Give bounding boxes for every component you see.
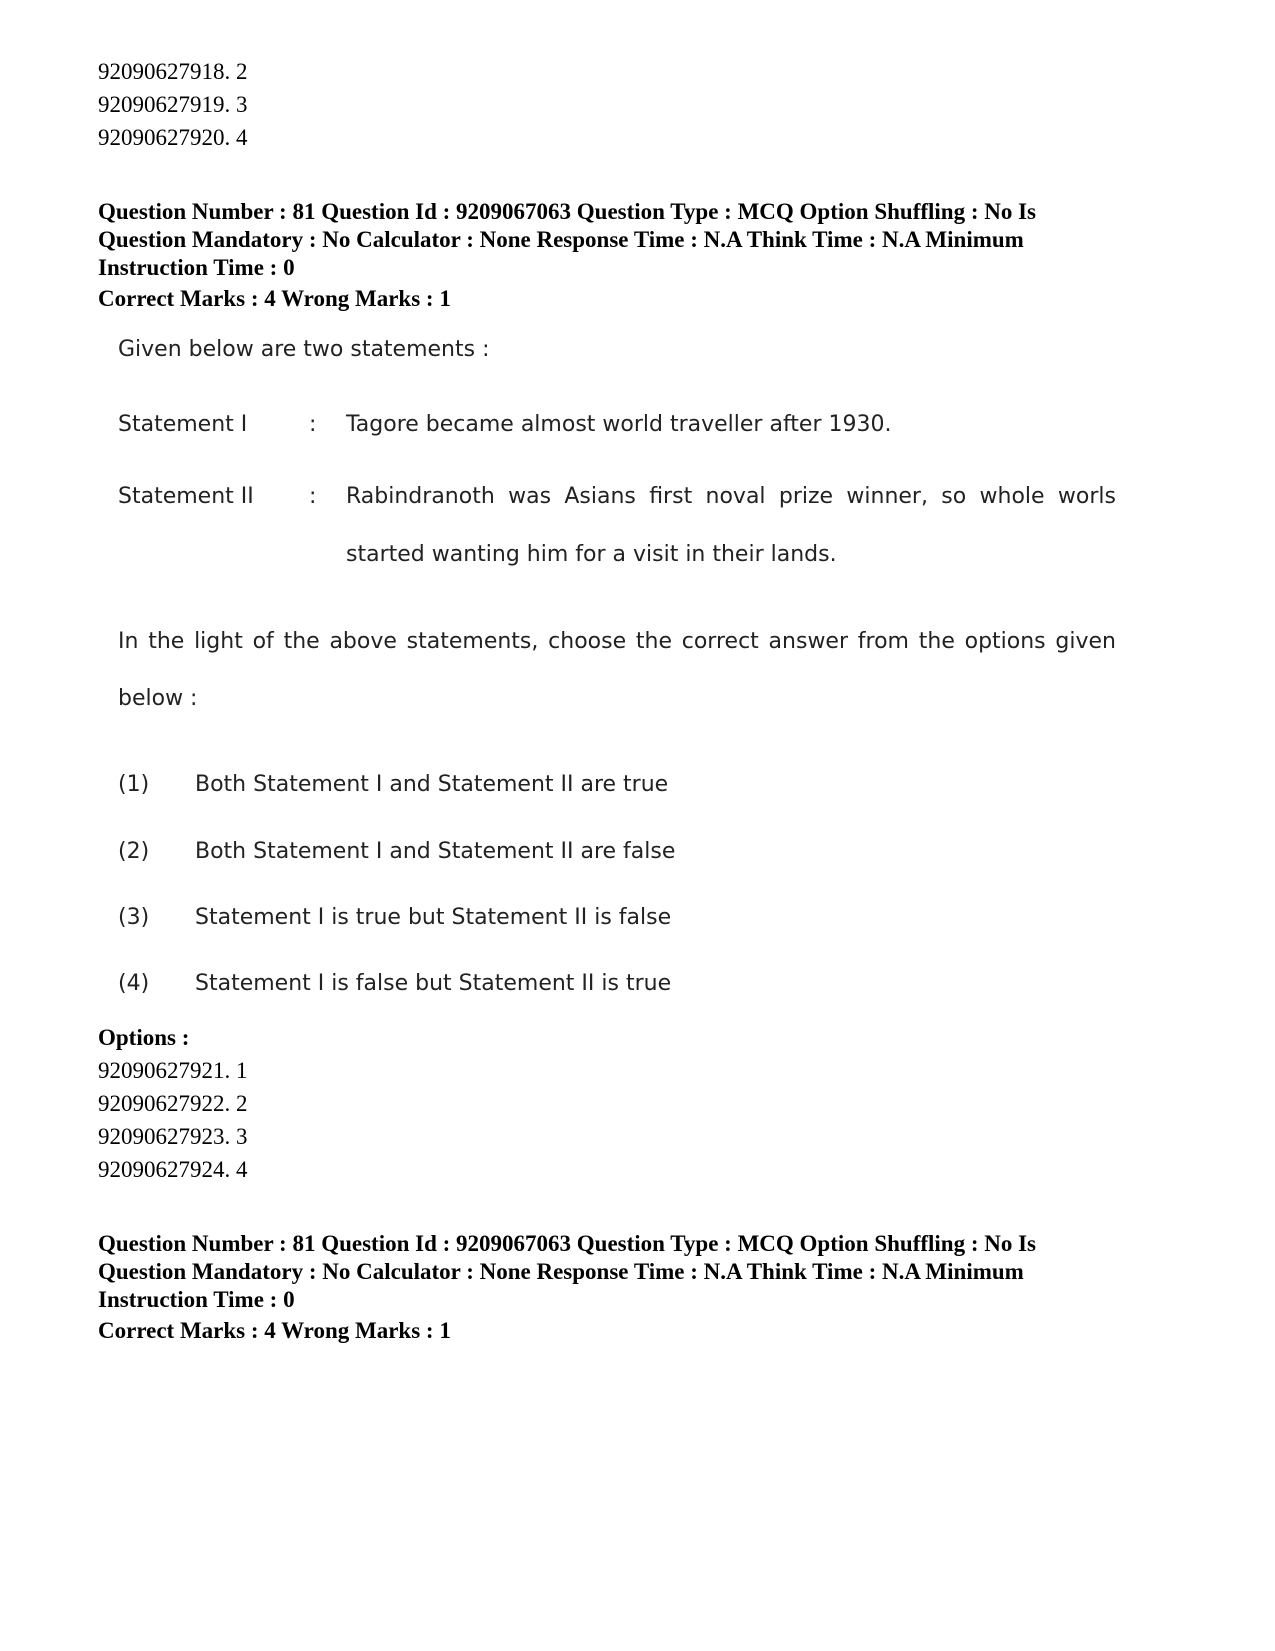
prev-option-2: 92090627919. 3 xyxy=(98,92,248,117)
option-1: 92090627921. 1 xyxy=(98,1058,248,1083)
next-question-marks: Correct Marks : 4 Wrong Marks : 1 xyxy=(98,1318,451,1343)
question-intro: Given below are two statements : xyxy=(118,337,490,362)
prev-option-1: 92090627918. 2 xyxy=(98,59,248,84)
statement1-label: Statement I xyxy=(118,412,248,437)
choice-1-number: (1) xyxy=(118,772,150,797)
question-marks: Correct Marks : 4 Wrong Marks : 1 xyxy=(98,286,451,311)
question-header xyxy=(98,198,1118,282)
instruction-line1: In the light of the above statements, choose the correct answer from the options given xyxy=(118,629,1116,654)
next-question-header-line2: Question Mandatory : No Calculator : None Response Time : N.A Think Time : N.A Minimum xyxy=(98,1259,1024,1284)
choice-4-text: Statement I is false but Statement II is true xyxy=(195,971,672,996)
choice-3-text: Statement I is true but Statement II is false xyxy=(195,905,672,930)
prev-option-3: 92090627920. 4 xyxy=(98,125,248,150)
statement2-label: Statement II xyxy=(118,484,254,509)
statement1-colon: : xyxy=(309,412,317,437)
statement2-text-line2: started wanting him for a visit in their lands. xyxy=(346,542,837,567)
question-header-line1: Question Number : 81 Question Id : 9209067063 Question Type : MCQ Option Shuffling : No Is xyxy=(98,199,1037,224)
instruction-line2: below : xyxy=(118,686,198,711)
statement2-colon: : xyxy=(309,484,317,509)
choice-3-number: (3) xyxy=(118,905,150,930)
next-question-header xyxy=(98,1230,1118,1314)
option-3: 92090627923. 3 xyxy=(98,1124,248,1149)
next-question-header-line1: Question Number : 81 Question Id : 9209067063 Question Type : MCQ Option Shuffling : No Is xyxy=(98,1231,1037,1256)
choice-4-number: (4) xyxy=(118,971,150,996)
option-2: 92090627922. 2 xyxy=(98,1091,248,1116)
options-label: Options : xyxy=(98,1025,190,1050)
question-header-line3: Instruction Time : 0 xyxy=(98,255,295,280)
next-question-header-line3: Instruction Time : 0 xyxy=(98,1287,295,1312)
choice-2-text: Both Statement I and Statement II are false xyxy=(195,839,676,864)
choice-2-number: (2) xyxy=(118,839,150,864)
option-4: 92090627924. 4 xyxy=(98,1157,248,1182)
choice-1-text: Both Statement I and Statement II are true xyxy=(195,772,669,797)
statement2-text-line1: Rabindranoth was Asians first noval prize winner, so whole worls xyxy=(346,484,1116,509)
statement1-text: Tagore became almost world traveller after 1930. xyxy=(346,412,892,437)
question-header-line2: Question Mandatory : No Calculator : None Response Time : N.A Think Time : N.A Minimum xyxy=(98,227,1024,252)
